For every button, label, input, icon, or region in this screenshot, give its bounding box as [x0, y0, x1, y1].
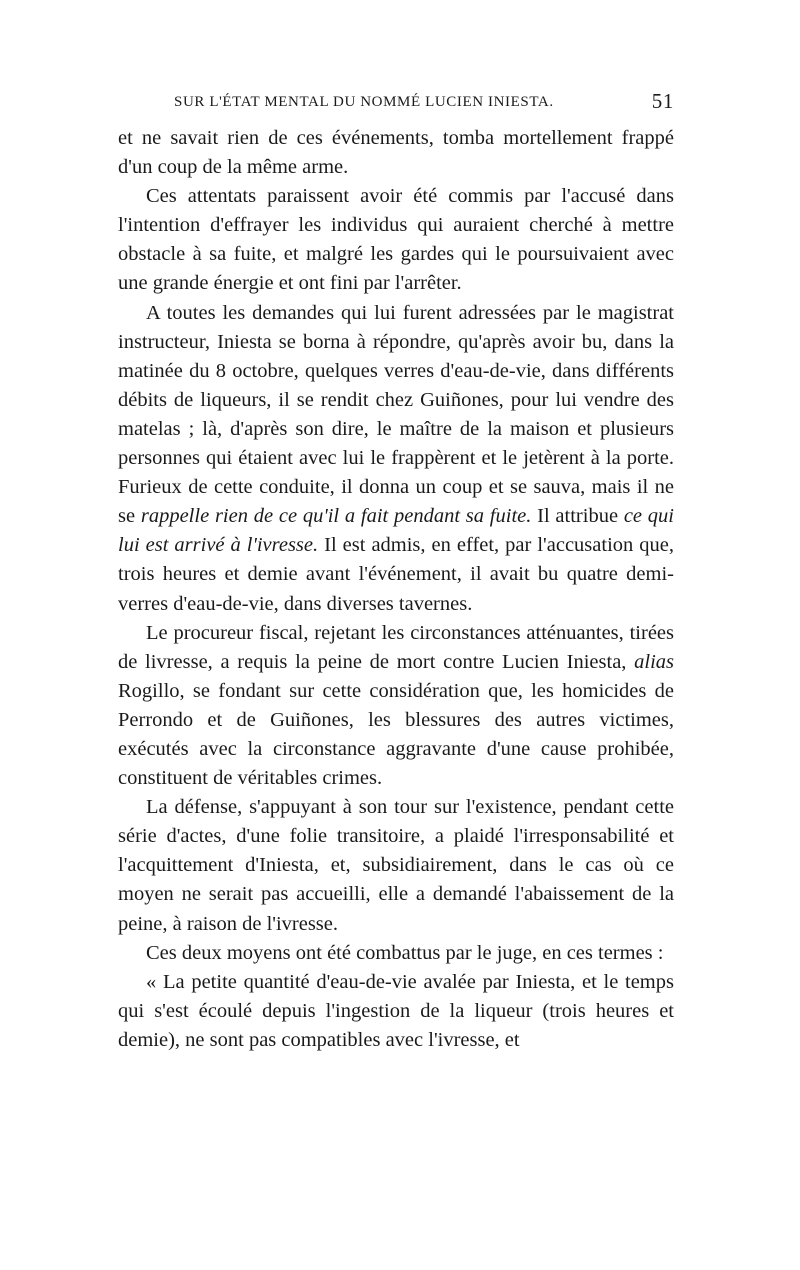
running-title: SUR L'ÉTAT MENTAL DU NOMMÉ LUCIEN INIESTA. [174, 94, 554, 110]
body-text [118, 124, 674, 1055]
paragraph-3 [118, 299, 674, 619]
paragraph-3-text: Il est admis, en effet, par l'accusation que, trois heures et demie avant l'événement, il avait bu quatre demi-verres d'eau-de-vie, dans diverses tavernes. [118, 534, 674, 615]
running-header [118, 89, 674, 116]
paragraph-7: « La petite quantité d'eau-de-vie avalée par Iniesta, et le temps qui s'est écoulé depuis l'ingestion de la liqueur (trois heures et demie), ne sont pas compatibles avec l'ivresse, et [118, 970, 674, 1051]
paragraph-3-italic-quote: rappelle rien de ce qu'il a fait pendant sa fuite. [140, 505, 532, 528]
paragraph-4-text: Rogillo, se fondant sur cette considération que, les homicides de Perrondo et de Guiñones, les blessures des autres victimes, exécutés avec la circonstance aggravante d'une cause prohibée, constituent de véritables crimes. [118, 679, 674, 790]
paragraph-1: et ne savait rien de ces événements, tomba mortellement frappé d'un coup de la même arme. [118, 127, 674, 179]
paragraph-3-text: Il attribue [531, 505, 624, 528]
paragraph-3-italic-quote: ce qui lui est arrivé à l'ivresse. [118, 505, 674, 557]
paragraph-2: Ces attentats paraissent avoir été commis par l'accusé dans l'intention d'effrayer les individus qui auraient cherché à mettre obstacle à sa fuite, et malgré les gardes qui le poursuivaient avec une grande énergie et ont fini par l'arrêter. [118, 185, 674, 295]
paragraph-4-text: Le procureur fiscal, rejetant les circonstances atténuantes, tirées de livresse, a requis la peine de mort contre Lucien Iniesta, [118, 621, 674, 673]
paragraph-3-text: A toutes les demandes qui lui furent adressées par le magistrat instructeur, Iniesta se borna à répondre, qu'après avoir bu, dans la matinée du 8 octobre, quelques verres d'eau-de-vie, dans différents débits de liqueurs, il se rendit chez Guiñones, pour lui vendre des matelas ; là, d'après son dire, le maître de la maison et plusieurs personnes qui étaient avec lui le frappèrent et le jetèrent à la porte. Furieux de cette conduite, il donna un coup et se sauva, mais il ne se [118, 301, 674, 528]
paragraph-5: La défense, s'appuyant à son tour sur l'existence, pendant cette série d'actes, d'une folie transitoire, a plaidé l'irresponsabilité et l'acquittement d'Iniesta, et, subsidiairement, dans le cas où ce moyen ne serait pas accueilli, elle a demandé l'abaissement de la peine, à raison de l'ivresse. [118, 796, 674, 935]
paragraph-4 [118, 619, 674, 794]
paragraph-4-italic-word: alias [634, 650, 674, 673]
page-number: 51 [651, 89, 674, 113]
paragraph-6: Ces deux moyens ont été combattus par le juge, en ces termes : [146, 941, 664, 964]
